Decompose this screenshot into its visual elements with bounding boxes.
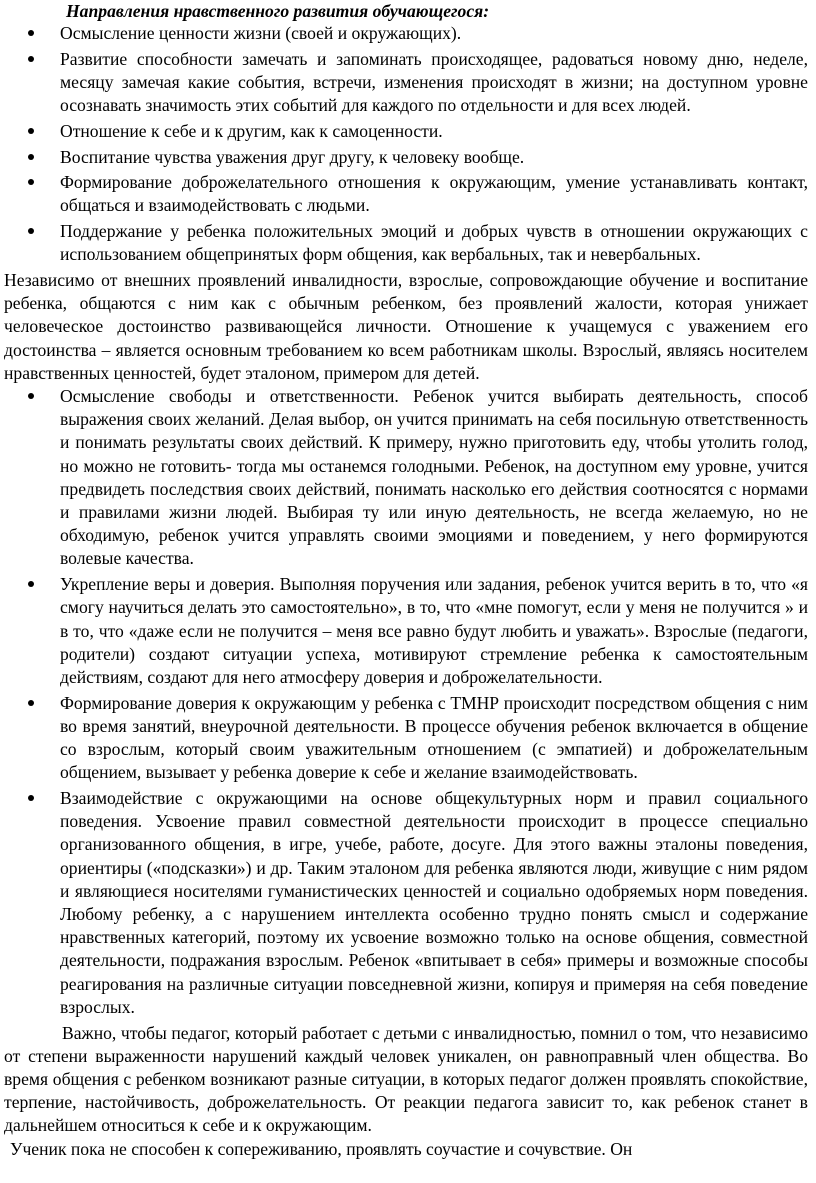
list-item: Отношение к себе и к другим, как к самоценности. xyxy=(4,120,808,143)
list-item: Укрепление веры и доверия. Выполняя поручения или задания, ребенок учится верить в то, что «я смогу научиться делать это самостоятельно», в то, что «мне помогут, если у меня не получится » и в то, что «даже если не получится – меня все равно будут любить и уважать». Взрослые (педагоги, родители) создают ситуации успеха, мотивируют стремление ребенка к самостоятельным действиям, создают для него атмосферу доверия и доброжелательности. xyxy=(4,573,808,689)
paragraph-student: Ученик пока не способен к сопереживанию, проявлять соучастие и сочувствие. Он xyxy=(10,1138,633,1159)
list-item: Формирование доверия к окружающим у ребенка с ТМНР происходит посредством общения с ним во время занятий, внеурочной деятельности. В процессе обучения ребенок включается в общение со взрослым, который своим уважительным отношением (с эмпатией) и доброжелательным общением, вызывает у ребенка доверие к себе и желание взаимодействовать. xyxy=(4,692,808,785)
paragraph-teacher: Важно, чтобы педагог, который работает с детьми с инвалидностью, помнил о том, что независимо от степени выраженности нарушений каждый человек уникален, он равноправный член общества. Во время общения с ребенком возникают разные ситуации, в которых педагог должен проявлять спокойствие, терпение, настойчивость, доброжелательность. От реакции педагога зависит то, как ребенок станет в дальнейшем относиться к себе и к окружающим. xyxy=(4,1022,808,1136)
list-item: Взаимодействие с окружающими на основе общекультурных норм и правил социального поведения. Усвоение правил совместной деятельности происходит в процессе специально организованного общения, в игре, учебе, работе, досуге. Для этого важны эталоны поведения, ориентиры («подсказки») и др. Таким эталоном для ребенка являются люди, живущие с ним рядом и являющиеся носителями гуманистических ценностей и социально одобряемых норм поведения. Любому ребенку, а с нарушением интеллекта особенно трудно понять смысл и содержание нравственных категорий, поэтому их усвоение возможно только на основе общения, совместной деятельности, подражания взрослым. Ребенок «впитывает в себя» примеры и возможные способы реагирования на различные ситуации повседневной жизни, копируя и примеряя на себя поведение взрослых. xyxy=(4,787,808,1019)
list-item: Поддержание у ребенка положительных эмоций и добрых чувств в отношении окружающих с использованием общепринятых форм общения, как вербальных, так и невербальных. xyxy=(4,220,808,266)
bullet-icon xyxy=(28,56,34,62)
bullet-icon xyxy=(28,581,34,587)
list-item: Развитие способности замечать и запоминать происходящее, радоваться новому дню, неделе, месяцу замечая какие события, встречи, изменения происходят в жизни; на доступном уровне осознавать значимость этих событий для каждого по отдельности и для всех людей. xyxy=(4,48,808,118)
list-item: Формирование доброжелательного отношения к окружающим, умение устанавливать контакт, общаться и взаимодействовать с людьми. xyxy=(4,171,808,217)
bullet-icon xyxy=(28,179,34,185)
section-heading: Направления нравственного развития обучающегося: xyxy=(66,1,490,21)
bullet-icon xyxy=(28,128,34,134)
bullet-icon xyxy=(28,795,34,801)
list-item: Осмысление свободы и ответственности. Ребенок учится выбирать деятельность, способ выражения своих желаний. Делая выбор, он учится принимать на себя посильную ответственность и понимать результаты своих действий. К примеру, нужно приготовить еду, чтобы утолить голод, но можно не готовить- тогда мы останемся голодными. Ребенок, на доступном ему уровне, учится предвидеть последствия своих действий, понимать насколько его действия соотносятся с нормами и правилами жизни людей. Выбирая ту или иную деятельность, не всегда желаемую, но не обходимую, ребенок учится управлять своими эмоциями и поведением, у него формируются волевые качества. xyxy=(4,385,808,571)
paragraph-inclusion: Независимо от внешних проявлений инвалидности, взрослые, сопровождающие обучение и воспитание ребенка, общаются с ним как с обычным ребенком, без проявлений жалости, которая унижает человеческое достоинство развивающейся личности. Отношение к учащемуся с уважением его достоинства – является основным требованием ко всем работникам школы. Взрослый, являясь носителем нравственных ценностей, будет эталоном, примером для детей. xyxy=(4,270,808,383)
list-item: Воспитание чувства уважения друг другу, к человеку вообще. xyxy=(4,146,808,169)
bullet-icon xyxy=(28,30,34,36)
bullet-icon xyxy=(28,228,34,234)
bullet-list-2 xyxy=(4,385,808,1019)
bullet-icon xyxy=(28,393,34,399)
bullet-icon xyxy=(28,154,34,160)
list-item: Осмысление ценности жизни (своей и окружающих). xyxy=(4,22,808,45)
bullet-list-1 xyxy=(4,22,808,267)
bullet-icon xyxy=(28,700,34,706)
